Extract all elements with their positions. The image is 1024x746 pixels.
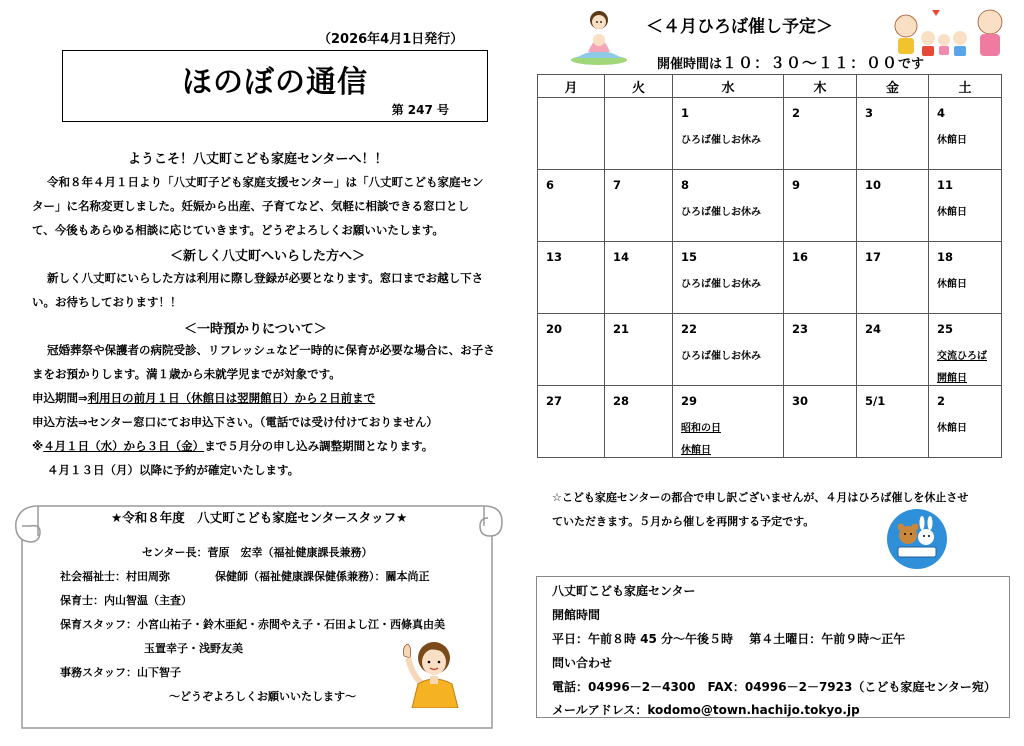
calendar-week-row bbox=[538, 386, 1002, 458]
calendar-day-cell bbox=[929, 98, 1002, 170]
notice-line-2: ていただきます。５月から催しを再開する予定です。 bbox=[552, 515, 815, 528]
day-event: 昭和の日 bbox=[681, 423, 721, 434]
calendar-week-row bbox=[538, 314, 1002, 386]
day-event: 交流ひろば bbox=[937, 351, 987, 362]
waving-woman-illustration bbox=[398, 628, 470, 708]
application-period bbox=[32, 390, 375, 406]
calendar-day-cell bbox=[784, 170, 857, 242]
day-number: 15 bbox=[681, 250, 698, 264]
day-event: 休館日 bbox=[937, 423, 967, 434]
calendar-day-cell bbox=[857, 242, 929, 314]
calendar-day-cell bbox=[929, 170, 1002, 242]
day-number: 29 bbox=[681, 394, 698, 408]
opening-hours: 平日：午前８時 45 分～午後５時 第４土曜日：午前９時～正午 bbox=[552, 632, 906, 646]
calendar-day-cell bbox=[538, 98, 605, 170]
temp-care-line-2: まをお預かりします。満１歳から未就学児までが対象です。 bbox=[32, 367, 341, 381]
staff-childcare-staff-1: 保育スタッフ：小宮山祐子・鈴木亜紀・赤間やえ子・石田よし江・西條真由美 bbox=[60, 618, 445, 631]
calendar-week-row bbox=[538, 242, 1002, 314]
calendar-day-cell bbox=[673, 98, 784, 170]
calendar-day-cell bbox=[605, 242, 673, 314]
day-number: 21 bbox=[613, 322, 630, 336]
calendar-day-cell bbox=[673, 242, 784, 314]
hours-time: １０：３０～１１：００ bbox=[722, 54, 899, 72]
weekday-sat: 土 bbox=[929, 75, 1002, 98]
day-number: 24 bbox=[865, 322, 882, 336]
weekday-header-row bbox=[538, 75, 1002, 98]
calendar-day-cell bbox=[929, 314, 1002, 386]
day-number: 7 bbox=[613, 178, 622, 192]
day-number: 2 bbox=[937, 394, 946, 408]
calendar-day-cell bbox=[784, 314, 857, 386]
temp-care-line-1: 冠婚葬祭や保護者の病院受診、リフレッシュなど一時的に保育が必要な場合に、お子さ bbox=[47, 343, 495, 357]
day-number: 6 bbox=[546, 178, 555, 192]
temp-care-heading: ＜一時預かりについて＞ bbox=[184, 322, 327, 337]
day-number: 25 bbox=[937, 322, 954, 336]
bear-rabbit-badge bbox=[884, 507, 950, 571]
day-event: 休館日 bbox=[681, 445, 711, 456]
weekday-mon: 月 bbox=[538, 75, 605, 98]
welcome-line-1: 令和８年４月１日より「八丈町子ども家庭支援センター」は「八丈町こども家庭セン bbox=[47, 175, 484, 189]
day-event: ひろば催しお休み bbox=[681, 279, 761, 290]
calendar-day-cell bbox=[605, 170, 673, 242]
welcome-heading: ようこそ！八丈町こども家庭センターへ！！ bbox=[128, 152, 388, 167]
day-event: ひろば催しお休み bbox=[681, 207, 761, 218]
calendar-day-cell bbox=[784, 386, 857, 458]
day-number: 10 bbox=[865, 178, 882, 192]
day-event: ひろば催しお休み bbox=[681, 135, 761, 146]
april-calendar bbox=[537, 74, 1002, 458]
welcome-line-2: ター」に名称変更しました。妊娠から出産、子育てなど、気軽に相談できる窓口とし bbox=[32, 199, 469, 213]
day-number: 23 bbox=[792, 322, 809, 336]
calendar-week-row bbox=[538, 170, 1002, 242]
day-number: 1 bbox=[681, 106, 690, 120]
weekday-tue: 火 bbox=[605, 75, 673, 98]
calendar-title: ＜４月ひろば催し予定＞ bbox=[646, 17, 833, 37]
email-address[interactable]: メールアドレス：kodomo@town.hachijo.tokyo.jp bbox=[552, 703, 860, 717]
title-box bbox=[62, 50, 488, 122]
calendar-body bbox=[538, 98, 1002, 458]
calendar-day-cell bbox=[538, 170, 605, 242]
newcomers-line-1: 新しく八丈町にいらした方は利用に際し登録が必要となります。窓口までお越し下さ bbox=[47, 271, 484, 285]
adjustment-note bbox=[32, 438, 433, 454]
period-value: 利用日の前月１日（休館日は翌開館日）から２日前まで bbox=[87, 391, 376, 405]
day-number: 27 bbox=[546, 394, 563, 408]
application-method: 申込方法⇒センター窓口にてお申込下さい。（電話では受け付けておりません） bbox=[32, 415, 438, 429]
day-number: 9 bbox=[792, 178, 801, 192]
notice-line-1: ☆こども家庭センターの都合で申し訳ございませんが、４月はひろば催しを休止させ bbox=[552, 491, 969, 504]
confirm-note: ４月１３日（月）以降に予約が確定いたします。 bbox=[47, 463, 300, 477]
mother-child-illustration bbox=[568, 2, 630, 66]
day-number: 28 bbox=[613, 394, 630, 408]
day-number: 11 bbox=[937, 178, 954, 192]
day-number: 20 bbox=[546, 322, 563, 336]
issue-number: 第 247 号 bbox=[391, 103, 449, 117]
calendar-day-cell bbox=[538, 242, 605, 314]
day-event: 休館日 bbox=[937, 279, 967, 290]
newsletter-title: ほのぼの通信 bbox=[182, 65, 368, 100]
calendar-day-cell bbox=[784, 242, 857, 314]
day-event: 休館日 bbox=[937, 135, 967, 146]
calendar-day-cell bbox=[538, 314, 605, 386]
weekday-fri: 金 bbox=[857, 75, 929, 98]
staff-office: 事務スタッフ：山下智子 bbox=[60, 666, 181, 679]
hours-suffix: です bbox=[898, 57, 925, 72]
calendar-day-cell bbox=[538, 386, 605, 458]
staff-closing: ～どうぞよろしくお願いいたします～ bbox=[169, 690, 356, 703]
day-number: 18 bbox=[937, 250, 954, 264]
calendar-day-cell bbox=[857, 386, 929, 458]
staff-heading: ★令和８年度 八丈町こども家庭センタースタッフ★ bbox=[111, 510, 408, 525]
calendar-day-cell bbox=[605, 98, 673, 170]
day-number: 22 bbox=[681, 322, 698, 336]
day-event: 休館日 bbox=[937, 207, 967, 218]
calendar-day-cell bbox=[673, 170, 784, 242]
period-label: 申込期間⇒ bbox=[32, 391, 88, 405]
weekday-wed: 水 bbox=[673, 75, 784, 98]
phone-fax: 電話：04996－2－4300 FAX：04996－2－7923（こども家庭センター宛） bbox=[552, 680, 996, 694]
calendar-day-cell bbox=[605, 314, 673, 386]
staff-director: センター長：菅原 宏幸（福祉健康課長兼務） bbox=[142, 546, 373, 559]
weekday-thu: 木 bbox=[784, 75, 857, 98]
issue-date: （2026年4月1日発行） bbox=[318, 32, 464, 47]
calendar-day-cell bbox=[784, 98, 857, 170]
day-number: 5/1 bbox=[865, 394, 886, 408]
hours-prefix: 開催時間は bbox=[657, 57, 723, 72]
calendar-day-cell bbox=[673, 386, 784, 458]
staff-childcare-worker: 保育士：内山智温（主査） bbox=[60, 594, 192, 607]
day-number: 4 bbox=[937, 106, 946, 120]
day-number: 16 bbox=[792, 250, 809, 264]
note-rest: まで５月分の申し込み調整期間となります。 bbox=[204, 439, 434, 453]
day-number: 14 bbox=[613, 250, 630, 264]
calendar-day-cell bbox=[857, 314, 929, 386]
day-number: 13 bbox=[546, 250, 563, 264]
day-number: 17 bbox=[865, 250, 882, 264]
calendar-hours bbox=[657, 52, 924, 73]
calendar-day-cell bbox=[605, 386, 673, 458]
staff-social-worker: 社会福祉士：村田周弥 bbox=[60, 570, 170, 583]
staff-nurse: 保健師（福祉健康課保健係兼務）：關本尚正 bbox=[215, 570, 430, 583]
day-event: 開館日 bbox=[937, 373, 967, 384]
calendar-week-row bbox=[538, 98, 1002, 170]
inquiry-label: 問い合わせ bbox=[552, 656, 613, 670]
calendar-day-cell bbox=[673, 314, 784, 386]
note-mark: ※ bbox=[32, 439, 44, 453]
calendar-day-cell bbox=[929, 386, 1002, 458]
calendar-day-cell bbox=[929, 242, 1002, 314]
day-number: 8 bbox=[681, 178, 690, 192]
day-number: 3 bbox=[865, 106, 874, 120]
center-name: 八丈町こども家庭センター bbox=[552, 584, 696, 598]
day-number: 2 bbox=[792, 106, 801, 120]
calendar-day-cell bbox=[857, 98, 929, 170]
day-number: 30 bbox=[792, 394, 809, 408]
newcomers-heading: ＜新しく八丈町へいらした方へ＞ bbox=[170, 249, 366, 264]
staff-childcare-staff-2: 玉置幸子・浅野友美 bbox=[144, 642, 243, 655]
welcome-line-3: て、今後もあらゆる相談に応じていきます。どうぞよろしくお願いいたします。 bbox=[32, 223, 444, 237]
note-dates: ４月１日（水）から３日（金） bbox=[43, 439, 205, 453]
hours-label: 開館時間 bbox=[552, 608, 601, 622]
day-event: ひろば催しお休み bbox=[681, 351, 761, 362]
newcomers-line-2: い。お待ちしております！！ bbox=[32, 295, 182, 309]
calendar-day-cell bbox=[857, 170, 929, 242]
